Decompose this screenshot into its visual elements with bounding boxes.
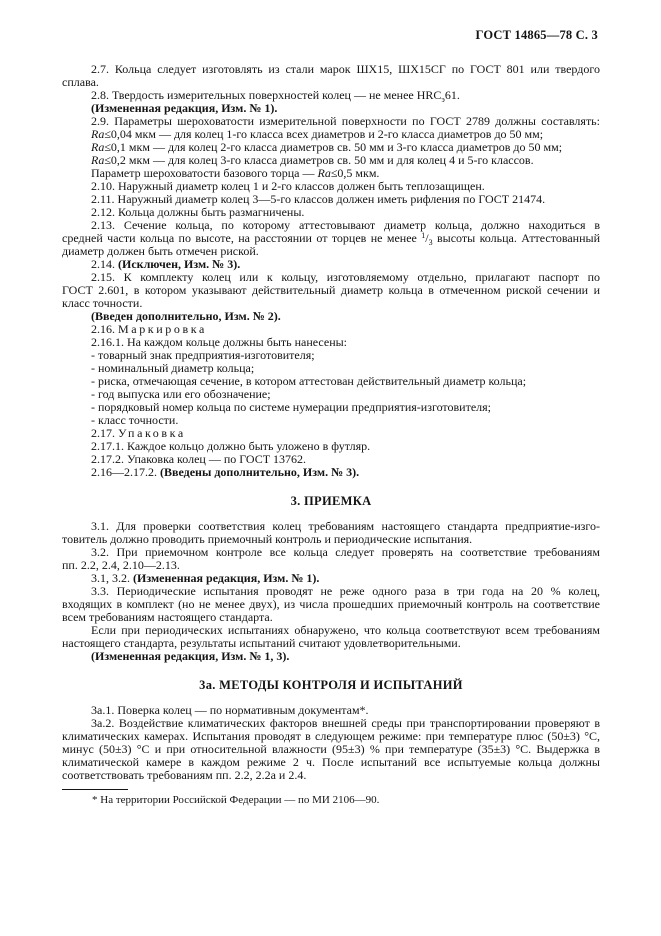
text-run: 61. xyxy=(444,87,460,102)
text-line xyxy=(62,63,600,76)
text-run: 2.15. К комплекту колец или к кольцу, изготовляемому отдельно, прилагают паспорт по xyxy=(91,270,600,284)
amendment-note xyxy=(62,650,600,663)
section-3-heading xyxy=(62,495,600,508)
text-line xyxy=(62,271,600,284)
text-run: товитель должно проводить приемочный контроль и периодические испытания. xyxy=(62,531,473,546)
text-line xyxy=(62,650,600,663)
clauses-container xyxy=(62,63,600,782)
bold-text: (Исключен, Изм. № 3). xyxy=(118,256,241,271)
clause-3-3 xyxy=(62,585,600,624)
clause-2-15 xyxy=(62,271,600,310)
italic-symbol: Ra xyxy=(317,165,331,180)
text-line xyxy=(62,611,600,624)
text-run: ≤0,04 мкм — для колец 1-го класса всех диаметров и 2-го класса диаметров до 50 мм; xyxy=(104,126,544,141)
text-run: 2.14. xyxy=(91,256,118,271)
text-run: 2.17. xyxy=(91,425,118,440)
page-header xyxy=(475,27,598,43)
section-heading-text xyxy=(62,495,600,508)
text-run: 2.16. xyxy=(91,321,118,336)
text-run: 3.3. Периодические испытания проводят не реже одного раза в три года на 20 % колец, xyxy=(91,584,600,598)
clause-2-14 xyxy=(62,258,600,271)
clause-2-13 xyxy=(62,219,600,258)
text-line xyxy=(62,102,600,115)
text-run: 2.11. Наружный диаметр колец 3—5-го классов должен иметь рифления по ГОСТ 21474. xyxy=(91,191,546,206)
text-run: 3. ПРИЕМКА xyxy=(290,493,372,508)
bold-text: (Введены дополнительно, Изм. № 3). xyxy=(160,464,360,479)
clause-3a-2 xyxy=(62,717,600,782)
text-run: климатической камере в каждом режиме 2 ч. После испытаний все испытуемые кольца должны xyxy=(62,755,600,769)
spaced-subheading: Упаковка xyxy=(118,425,186,440)
text-run: высоты кольца. Аттестованный xyxy=(432,231,600,245)
text-line xyxy=(62,466,600,479)
text-run: 2.10. Наружный диаметр колец 1 и 2-го классов должен быть теплозащищен. xyxy=(91,178,485,193)
superscript: 1 xyxy=(421,231,426,240)
text-run: климатических камерах. Испытания проводят в следующем режиме: при температуре плюс (50±3) °С, xyxy=(62,729,600,743)
text-run: - класс точности. xyxy=(91,412,179,427)
text-run: / xyxy=(425,231,429,245)
text-line xyxy=(62,585,600,598)
text-run: Если при периодических испытаниях обнаружено, что кольца соответствуют всем требованиям xyxy=(91,623,600,637)
text-run: сплава. xyxy=(62,74,99,89)
text-run: Параметр шероховатости базового торца — xyxy=(91,165,318,180)
text-run: 3а. МЕТОДЫ КОНТРОЛЯ И ИСПЫТАНИЙ xyxy=(199,677,463,692)
text-line xyxy=(62,284,600,297)
text-line xyxy=(62,206,600,219)
text-run: класс точности. xyxy=(62,295,143,310)
amendment-note xyxy=(62,466,600,479)
text-run: всем требованиям настоящего стандарта. xyxy=(62,609,273,624)
text-run: 3.1. Для проверки соответствия колец требованиям настоящего стандарта предприятие-изго- xyxy=(91,519,600,533)
clause-3-2 xyxy=(62,546,600,572)
text-line xyxy=(62,704,600,717)
italic-symbol: Ra xyxy=(91,126,105,141)
text-run: 2.16.1. На каждом кольце должны быть нанесены: xyxy=(91,334,348,349)
text-run: 2.17.2. Упаковка колец — по ГОСТ 13762. xyxy=(91,451,307,466)
text-run: - номинальный диаметр кольца; xyxy=(91,360,255,375)
text-run: входящих в комплект (но не менее двух), из числа прошедших приемочный контроль на соответствие xyxy=(62,597,600,611)
text-run: соответствовать требованиям пп. 2.2, 2.2а и 2.4. xyxy=(62,767,307,782)
text-run: минус (50±3) °С и при относительной влажности (95±3) % при температуре (35±3) °С. Выдержка в xyxy=(62,742,600,756)
text-run: 3а.2. Воздействие климатических факторов внешней среды при транспортировании проверяют в xyxy=(91,716,600,730)
subscript: 3 xyxy=(428,237,433,245)
subscript: э xyxy=(441,94,445,104)
section-heading-text xyxy=(62,679,600,692)
text-run: - порядковый номер кольца по системе нумерации предприятия-изготовителя; xyxy=(91,399,492,414)
text-run: 2.17.1. Каждое кольцо должно быть уложено в футляр. xyxy=(91,438,371,453)
bold-text: (Измененная редакция, Изм. № 1, 3). xyxy=(91,648,290,663)
text-run: 2.12. Кольца должны быть размагничены. xyxy=(91,204,305,219)
amendment-note xyxy=(62,102,600,115)
text-line xyxy=(62,717,600,730)
text-run: 2.8. Твердость измерительных поверхностей колец — не менее HRC xyxy=(91,87,442,102)
text-run: 3.1, 3.2. xyxy=(91,570,133,585)
clause-3-1 xyxy=(62,520,600,546)
text-run: пп. 2.2, 2.4, 2.10—2.13. xyxy=(62,557,180,572)
clause-2-9 xyxy=(62,115,600,180)
spaced-subheading: Маркировка xyxy=(118,321,207,336)
text-line xyxy=(62,730,600,743)
amendment-note xyxy=(62,572,600,585)
text-run: - год выпуска или его обозначение; xyxy=(91,386,271,401)
text-line xyxy=(62,533,600,546)
bold-text: (Введен дополнительно, Изм. № 2). xyxy=(91,308,281,323)
text-run: ≤0,5 мкм. xyxy=(330,165,380,180)
clause-3a-1 xyxy=(62,704,600,717)
text-run: средней части кольца по высоте, на расстоянии от торцев не менее xyxy=(62,231,422,245)
italic-symbol: Ra xyxy=(91,139,105,154)
bold-text: (Измененная редакция, Изм. № 1). xyxy=(91,100,278,115)
clause-2-7 xyxy=(62,63,600,89)
text-run: диаметр должен быть отмечен риской. xyxy=(62,243,259,258)
text-run: ГОСТ 2.601, в котором указывают действительный диаметр кольца в отмеченном риской сечении и xyxy=(62,283,600,297)
text-run: 2.16—2.17.2. xyxy=(91,464,160,479)
text-run: 3.2. При приемочном контроле все кольца следует проверять на соответствие требованиям xyxy=(91,545,600,559)
text-line xyxy=(62,769,600,782)
document-title: ГОСТ 14865—78 С. 3 xyxy=(475,28,598,42)
text-run: ≤0,1 мкм — для колец 2-го класса диаметров св. 50 мм и 3-го класса диаметров до 50 мм; xyxy=(104,139,563,154)
text-run: 2.13. Сечение кольца, по которому аттестовывают диаметр кольца, должно находиться в xyxy=(91,218,600,232)
section-3a-heading xyxy=(62,679,600,692)
document-body xyxy=(62,63,600,806)
footnote-divider xyxy=(62,789,128,790)
text-run: 3а.1. Поверка колец — по нормативным документам*. xyxy=(91,702,369,717)
bold-text: (Измененная редакция, Изм. № 1). xyxy=(133,570,320,585)
text-line xyxy=(62,743,600,756)
text-line xyxy=(62,258,600,271)
text-line xyxy=(62,572,600,585)
clause-2-12 xyxy=(62,206,600,219)
text-run: ≤0,2 мкм — для колец 3-го класса диаметров св. 50 мм и для колец 4 и 5-го классов. xyxy=(104,152,534,167)
text-run: - риска, отмечающая сечение, в котором аттестован действительный диаметр кольца; xyxy=(91,373,527,388)
italic-symbol: Ra xyxy=(91,152,105,167)
clause-2-16-1 xyxy=(62,336,600,427)
footnote: * На территории Российской Федерации — по МИ 2106—90. xyxy=(92,793,380,806)
text-run: - товарный знак предприятия-изготовителя; xyxy=(91,347,315,362)
text-run: 2.7. Кольца следует изготовлять из стали марок ШХ15, ШХ15СГ по ГОСТ 801 или твердого xyxy=(91,62,600,76)
text-run: 2.9. Параметры шероховатости измерительной поверхности по ГОСТ 2789 должны составлять: xyxy=(91,114,600,128)
text-line xyxy=(62,219,600,232)
text-run: настоящего стандарта, результаты испытаний считают удовлетворительными. xyxy=(62,635,461,650)
clause-3-3-continued xyxy=(62,624,600,650)
